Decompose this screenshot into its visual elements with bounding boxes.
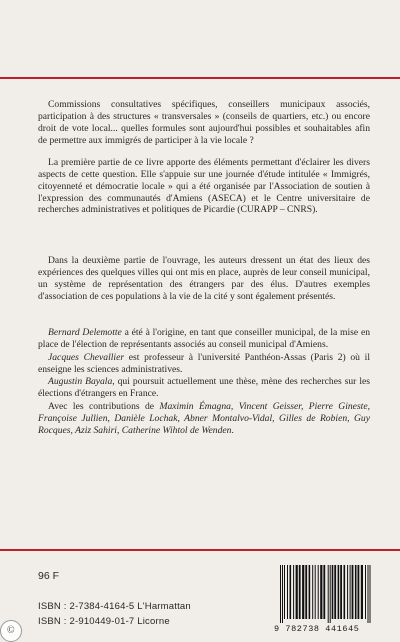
paragraph-text: Dans la deuxième partie de l'ouvrage, les auteurs dressent un état des lieux des expériences des quelques villes qui ont mis en place, auprès de leur conseil municipal, un système de représentation des étrangers par des élus. D'autres exemples d'association de ces populations à la vie de la cité y sont également présentés. <box>38 255 370 302</box>
barcode-bar <box>328 565 329 623</box>
barcode-bar <box>330 565 331 623</box>
barcode-bar <box>347 565 348 619</box>
barcode-bar <box>299 565 301 619</box>
author-text: , qui poursuit actuellement une thèse, mène des recherches sur les élections d'étrangers en France. <box>38 376 371 400</box>
barcode-bar <box>352 565 354 619</box>
author-text: est professeur à l'université Panthéon-Assas (Paris 2) où il enseigne les sciences administratives. <box>38 351 370 375</box>
barcode-bar <box>284 565 285 619</box>
barcode-bar <box>290 565 292 619</box>
author-name: Augustin Bayala <box>48 376 113 388</box>
isbn-licorne: ISBN : 2-910449-01-7 Licorne <box>38 616 170 627</box>
barcode-bar <box>332 565 334 619</box>
barcode-bar <box>355 565 357 619</box>
contributions-end: . <box>231 424 234 436</box>
barcode-bar <box>323 565 325 619</box>
barcode-bars <box>272 565 394 625</box>
barcode-bar <box>320 565 322 619</box>
second-part-paragraph <box>38 255 370 302</box>
authors-section <box>38 327 370 438</box>
corner-sticker: © <box>0 620 22 642</box>
barcode-bar <box>312 565 313 619</box>
contributions-intro: Avec les contributions de <box>48 401 160 413</box>
isbn-harmattan: ISBN : 2-7384-4164-5 L'Harmattan <box>38 601 191 612</box>
barcode-bar <box>334 565 336 619</box>
barcode-bar <box>338 565 340 619</box>
bottom-red-rule <box>0 549 400 551</box>
barcode-bar <box>282 565 283 623</box>
price-label: 96 F <box>38 570 60 582</box>
barcode-bar <box>365 565 366 619</box>
author-name: Bernard Delemotte <box>48 327 122 338</box>
first-part-paragraph <box>38 157 370 216</box>
barcode-bar <box>296 565 298 619</box>
barcode-bar <box>309 565 311 619</box>
top-red-rule <box>0 77 400 79</box>
barcode-bar <box>293 565 294 619</box>
contributions <box>38 401 370 437</box>
contributor-names: Maximin Émagna, Vincent Geisser, Pierre Gineste, Françoise Jullien, Danièle Lochak, Abner Montalvo-Vidal, Gilles de Robien, Guy Rocques, Aziz Sahiri, Catherine Wihtol de Wenden <box>38 401 370 436</box>
barcode-bar <box>305 565 307 619</box>
barcode-bar <box>318 565 319 619</box>
paragraph-text: Commissions consultatives spécifiques, conseillers municipaux associés, participation à des structures « transversales » (conseils de quartiers, etc.) ou encore droit de vote local... quelles formules sont aujourd'hui possibles et souhaitables afin de permettre aux immigrés de participer à la vie locale ? <box>38 99 370 146</box>
barcode-bar <box>368 565 369 623</box>
barcode <box>272 565 394 637</box>
barcode-bar <box>344 565 346 619</box>
paragraph-text: La première partie de ce livre apporte des éléments permettant d'éclairer les divers aspects de cette question. Elle s'appuie sur une journée d'étude intitulée « Immigrés, citoyenneté et démocratie locale » qui a été organisée par l'Association de soutien à l'expression des communautés d'Amiens (ASECA) et le Centre universitaire de recherches administratives et politiques de Picardie (CURAPP – CNRS). <box>38 157 370 216</box>
barcode-number: 9 782738 441645 <box>274 624 360 634</box>
barcode-bar <box>361 565 363 619</box>
author-bio <box>38 327 370 351</box>
intro-paragraph <box>38 99 370 146</box>
author-text: a été à l'origine, en tant que conseiller municipal, de la mise en place de l'élection de représentants associés au conseil municipal d'Amiens. <box>38 327 370 350</box>
barcode-bar <box>280 565 281 623</box>
author-bio <box>38 376 370 400</box>
barcode-bar <box>287 565 288 619</box>
barcode-bar <box>302 565 304 619</box>
barcode-bar <box>358 565 360 619</box>
barcode-bar <box>370 565 371 623</box>
barcode-bar <box>340 565 342 619</box>
barcode-bar <box>350 565 351 619</box>
barcode-bar <box>315 565 316 619</box>
author-bio <box>38 352 370 376</box>
author-name: Jacques Chevallier <box>48 351 125 363</box>
